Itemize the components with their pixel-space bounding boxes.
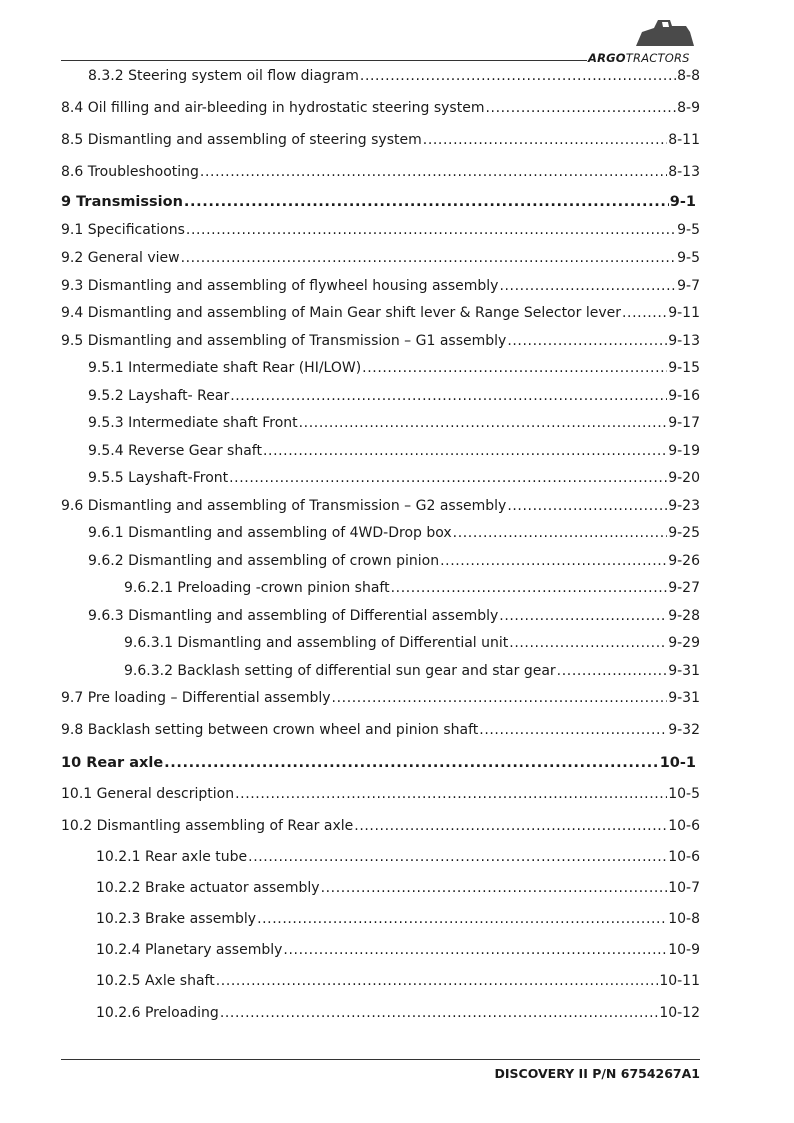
toc-entry-page: 8-13	[668, 164, 700, 180]
toc-entry-title: 9.3 Dismantling and assembling of flywheel housing assembly	[61, 278, 499, 294]
toc-dot-leader	[479, 722, 667, 738]
toc-entry[interactable]	[88, 360, 700, 376]
toc-entry-title: 9.6 Dismantling and assembling of Transmission – G2 assembly	[61, 498, 507, 514]
toc-entry[interactable]	[88, 525, 700, 541]
toc-entry-page: 8-8	[677, 68, 700, 84]
toc-entry[interactable]	[61, 164, 700, 180]
toc-entry[interactable]	[61, 250, 700, 266]
toc-dot-leader	[184, 194, 669, 210]
toc-entry[interactable]	[96, 1005, 700, 1021]
toc-entry-title: 10.2.3 Brake assembly	[96, 911, 257, 927]
toc-dot-leader	[186, 222, 676, 238]
toc-entry[interactable]	[124, 635, 700, 651]
toc-dot-leader	[235, 786, 667, 802]
toc-entry-title: 10 Rear axle	[61, 755, 164, 771]
toc-entry-page: 9-29	[668, 635, 700, 651]
toc-entry-page: 9-27	[668, 580, 700, 596]
toc-entry-title: 10.2.6 Preloading	[96, 1005, 219, 1021]
toc-entry-page: 9-26	[668, 553, 700, 569]
toc-entry[interactable]	[88, 388, 700, 404]
toc-entry[interactable]	[61, 786, 700, 802]
toc-dot-leader	[283, 942, 667, 958]
toc-dot-leader	[321, 880, 668, 896]
document-part-number: DISCOVERY II P/N 6754267A1	[494, 1066, 700, 1081]
toc-entry-title: 10.2 Dismantling assembling of Rear axle	[61, 818, 354, 834]
toc-dot-leader	[229, 470, 667, 486]
toc-entry[interactable]	[61, 132, 700, 148]
toc-dot-leader	[499, 278, 676, 294]
tractor-icon	[632, 18, 698, 48]
toc-dot-leader	[332, 690, 668, 706]
toc-entry-page: 9-16	[668, 388, 700, 404]
header-rule	[61, 60, 587, 61]
toc-entry-page: 9-25	[668, 525, 700, 541]
toc-entry[interactable]	[61, 194, 696, 210]
toc-entry[interactable]	[61, 278, 700, 294]
toc-dot-leader	[220, 1005, 659, 1021]
toc-entry-title: 9.6.2.1 Preloading -crown pinion shaft	[124, 580, 390, 596]
toc-entry-page: 9-20	[668, 470, 700, 486]
toc-entry-page: 10-8	[668, 911, 700, 927]
toc-entry[interactable]	[88, 443, 700, 459]
toc-entry[interactable]	[96, 911, 700, 927]
toc-entry-page: 10-9	[668, 942, 700, 958]
toc-entry-page: 10-6	[668, 818, 700, 834]
toc-dot-leader	[509, 635, 667, 651]
toc-entry-title: 9.6.2 Dismantling and assembling of crown pinion	[88, 553, 440, 569]
logo-wordmark: ARGOTRACTORS	[588, 51, 690, 65]
toc-entry[interactable]	[61, 222, 700, 238]
toc-entry-title: 9.6.3 Dismantling and assembling of Differential assembly	[88, 608, 499, 624]
toc-entry-title: 9.1 Specifications	[61, 222, 185, 238]
toc-entry-page: 9-23	[668, 498, 700, 514]
toc-entry-title: 9.4 Dismantling and assembling of Main Gear shift lever & Range Selector lever	[61, 305, 621, 321]
toc-entry-page: 9-7	[677, 278, 700, 294]
toc-dot-leader	[453, 525, 668, 541]
toc-entry[interactable]	[124, 580, 700, 596]
toc-entry-page: 8-9	[677, 100, 700, 116]
toc-entry[interactable]	[96, 849, 700, 865]
toc-dot-leader	[230, 388, 667, 404]
toc-entry-page: 10-5	[668, 786, 700, 802]
toc-entry[interactable]	[88, 470, 700, 486]
toc-dot-leader	[507, 333, 667, 349]
toc-entry-page: 10-6	[668, 849, 700, 865]
toc-entry-page: 9-31	[668, 663, 700, 679]
toc-entry-title: 8.6 Troubleshooting	[61, 164, 199, 180]
toc-entry[interactable]	[88, 553, 700, 569]
toc-entry[interactable]	[61, 690, 700, 706]
toc-entry[interactable]	[96, 880, 700, 896]
toc-dot-leader	[499, 608, 667, 624]
toc-entry-title: 10.2.5 Axle shaft	[96, 973, 215, 989]
toc-dot-leader	[248, 849, 667, 865]
toc-dot-leader	[257, 911, 667, 927]
toc-entry-page: 8-11	[668, 132, 700, 148]
toc-entry-title: 10.1 General description	[61, 786, 235, 802]
toc-entry[interactable]	[88, 68, 700, 84]
toc-entry[interactable]	[88, 415, 700, 431]
toc-entry-title: 9.5.1 Intermediate shaft Rear (HI/LOW)	[88, 360, 362, 376]
toc-entry-page: 9-1	[669, 194, 696, 210]
toc-entry[interactable]	[61, 498, 700, 514]
toc-entry-title: 10.2.2 Brake actuator assembly	[96, 880, 320, 896]
toc-dot-leader	[200, 164, 667, 180]
toc-entry-page: 9-17	[668, 415, 700, 431]
toc-dot-leader	[263, 443, 667, 459]
toc-entry-page: 9-28	[668, 608, 700, 624]
toc-dot-leader	[391, 580, 668, 596]
toc-dot-leader	[181, 250, 677, 266]
toc-entry[interactable]	[61, 722, 700, 738]
argo-tractors-logo	[588, 18, 700, 66]
toc-entry[interactable]	[61, 818, 700, 834]
toc-entry[interactable]	[61, 305, 700, 321]
toc-entry[interactable]	[61, 333, 700, 349]
toc-entry-title: 8.4 Oil filling and air-bleeding in hydrostatic steering system	[61, 100, 485, 116]
toc-entry[interactable]	[96, 973, 700, 989]
toc-entry-title: 9.5.4 Reverse Gear shaft	[88, 443, 262, 459]
toc-entry[interactable]	[96, 942, 700, 958]
toc-entry-title: 9.5.3 Intermediate shaft Front	[88, 415, 298, 431]
toc-entry-title: 9.6.3.2 Backlash setting of differential sun gear and star gear	[124, 663, 556, 679]
toc-dot-leader	[164, 755, 659, 771]
toc-entry-title: 8.3.2 Steering system oil flow diagram	[88, 68, 359, 84]
toc-entry-title: 10.2.4 Planetary assembly	[96, 942, 283, 958]
toc-dot-leader	[299, 415, 668, 431]
toc-entry-title: 9.5.5 Layshaft-Front	[88, 470, 229, 486]
toc-entry-title: 9.5.2 Layshaft- Rear	[88, 388, 230, 404]
toc-entry-title: 9.8 Backlash setting between crown wheel and pinion shaft	[61, 722, 479, 738]
toc-dot-leader	[216, 973, 659, 989]
toc-entry-title: 9.6.3.1 Dismantling and assembling of Differential unit	[124, 635, 509, 651]
toc-entry-title: 9 Transmission	[61, 194, 183, 210]
toc-entry-page: 9-19	[668, 443, 700, 459]
toc-dot-leader	[423, 132, 667, 148]
toc-dot-leader	[622, 305, 667, 321]
toc-entry-title: 9.7 Pre loading – Differential assembly	[61, 690, 331, 706]
toc-dot-leader	[354, 818, 667, 834]
toc-entry-title: 9.2 General view	[61, 250, 180, 266]
toc-entry-title: 8.5 Dismantling and assembling of steering system	[61, 132, 422, 148]
toc-entry-title: 10.2.1 Rear axle tube	[96, 849, 248, 865]
toc-entry-page: 10-7	[668, 880, 700, 896]
toc-entry-page: 9-13	[668, 333, 700, 349]
toc-entry-page: 9-32	[668, 722, 700, 738]
toc-dot-leader	[440, 553, 667, 569]
toc-entry-page: 9-31	[668, 690, 700, 706]
toc-dot-leader	[507, 498, 667, 514]
toc-entry[interactable]	[88, 608, 700, 624]
footer-rule	[61, 1059, 700, 1060]
toc-entry-page: 10-1	[659, 755, 696, 771]
toc-entry-page: 9-5	[677, 250, 700, 266]
toc-dot-leader	[360, 68, 676, 84]
toc-entry-page: 10-11	[659, 973, 700, 989]
toc-entry-page: 10-12	[659, 1005, 700, 1021]
toc-entry-page: 9-15	[668, 360, 700, 376]
toc-entry[interactable]	[61, 100, 700, 116]
toc-dot-leader	[485, 100, 676, 116]
toc-entry[interactable]	[124, 663, 700, 679]
toc-entry[interactable]	[61, 755, 696, 771]
toc-entry-title: 9.6.1 Dismantling and assembling of 4WD-Drop box	[88, 525, 452, 541]
toc-dot-leader	[557, 663, 668, 679]
toc-entry-page: 9-11	[668, 305, 700, 321]
toc-entry-title: 9.5 Dismantling and assembling of Transmission – G1 assembly	[61, 333, 507, 349]
toc-dot-leader	[362, 360, 667, 376]
toc-entry-page: 9-5	[677, 222, 700, 238]
